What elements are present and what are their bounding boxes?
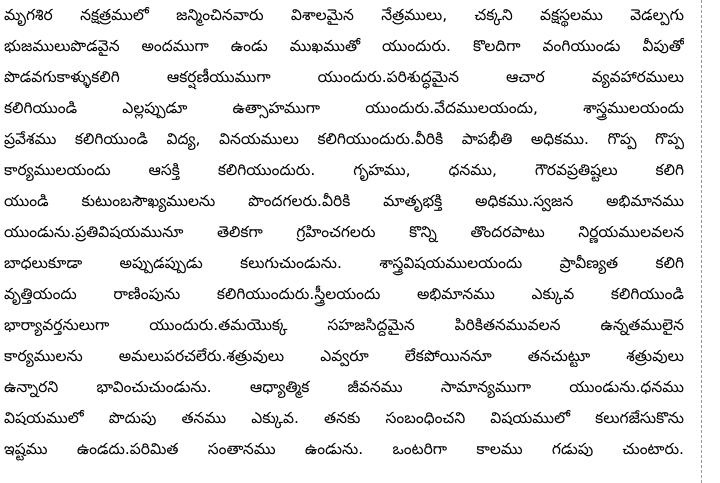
text-line: ఇష్టము ఉండదు.పరిమిత సంతానము ఉండును. ఒంటరిగా కాలము గడుపు చుంటారు.	[4, 440, 684, 458]
text-line: కార్యములను అమలుపరచలేరు.శత్రువులు ఎవ్వరూ లేకపోయిననూ తనచుట్టూ శత్రువులు	[4, 347, 684, 365]
text-line: యుండి కుటుంబసౌఖ్యములను పొందగలరు.వీరికి మాతృభక్తి అధికము.స్వజన అభిమానము	[4, 192, 684, 210]
text-line: ప్రవేశము కలిగియుండి విద్య, వినయములు కలిగియుందురు.వీరికి పాపభీతి అధికము. గొప్ప గొప్ప	[4, 130, 684, 148]
text-line: మృగశిర నక్షత్రములో జన్మించినవారు విశాలమైన నేత్రములు, చక్కని వక్షస్థలము వెడల్పగు	[4, 6, 684, 24]
text-line: భుజములుపొడవైన అందముగా ఉండు ముఖముతో యుందురు. కొలదిగా వంగియుండు వీపుతో	[4, 37, 684, 55]
text-line: వృత్తియందు రాణింపును కలిగియుందురు.స్త్రీలయందు అభిమానము ఎక్కువ కలిగియుండి	[4, 285, 684, 303]
text-line: కార్యములయందు ఆసక్తి కలిగియుందురు. గృహము, ధనము, గౌరవప్రతిష్టలు కలిగి	[4, 161, 684, 179]
margin-divider	[701, 0, 702, 483]
text-line: ఉన్నారని భావించుచుండును. ఆధ్యాత్మిక జీవనము సామాన్యముగా యుండును.ధనము	[4, 378, 684, 396]
text-line: యుండును.ప్రతివిషయమునూ తెలికగా గ్రహించగలరు కొన్ని తొందరపాటు నిర్ణయములవలన	[4, 223, 684, 241]
text-line: బాధలుకూడా అప్పుడప్పుడు కలుగుచుండును. శాస్త్రవిషయములయందు ప్రావీణ్యత కలిగి	[4, 254, 684, 272]
text-line: విషయములో పొదుపు తనము ఎక్కువ. తనకు సంబంధించని విషయములో కలుగజేసుకొను	[4, 409, 684, 427]
text-line: కలిగియుండి ఎల్లప్పుడూ ఉత్సాహముగా యుందురు.వేదములయందు, శాస్త్రములయందు	[4, 99, 684, 117]
text-line: పొడవగుకాళ్ళుకలిగి ఆకర్షణీయుముగా యుందురు.పరిశుద్ధమైన ఆచార వ్యవహారములు	[4, 68, 684, 86]
paragraph	[4, 0, 684, 465]
text-line: భార్యావర్తనులుగా యుందురు.తమయొక్క సహజసిద్దమైన పిరికితనమువలన ఉన్నతములైన	[4, 316, 684, 334]
